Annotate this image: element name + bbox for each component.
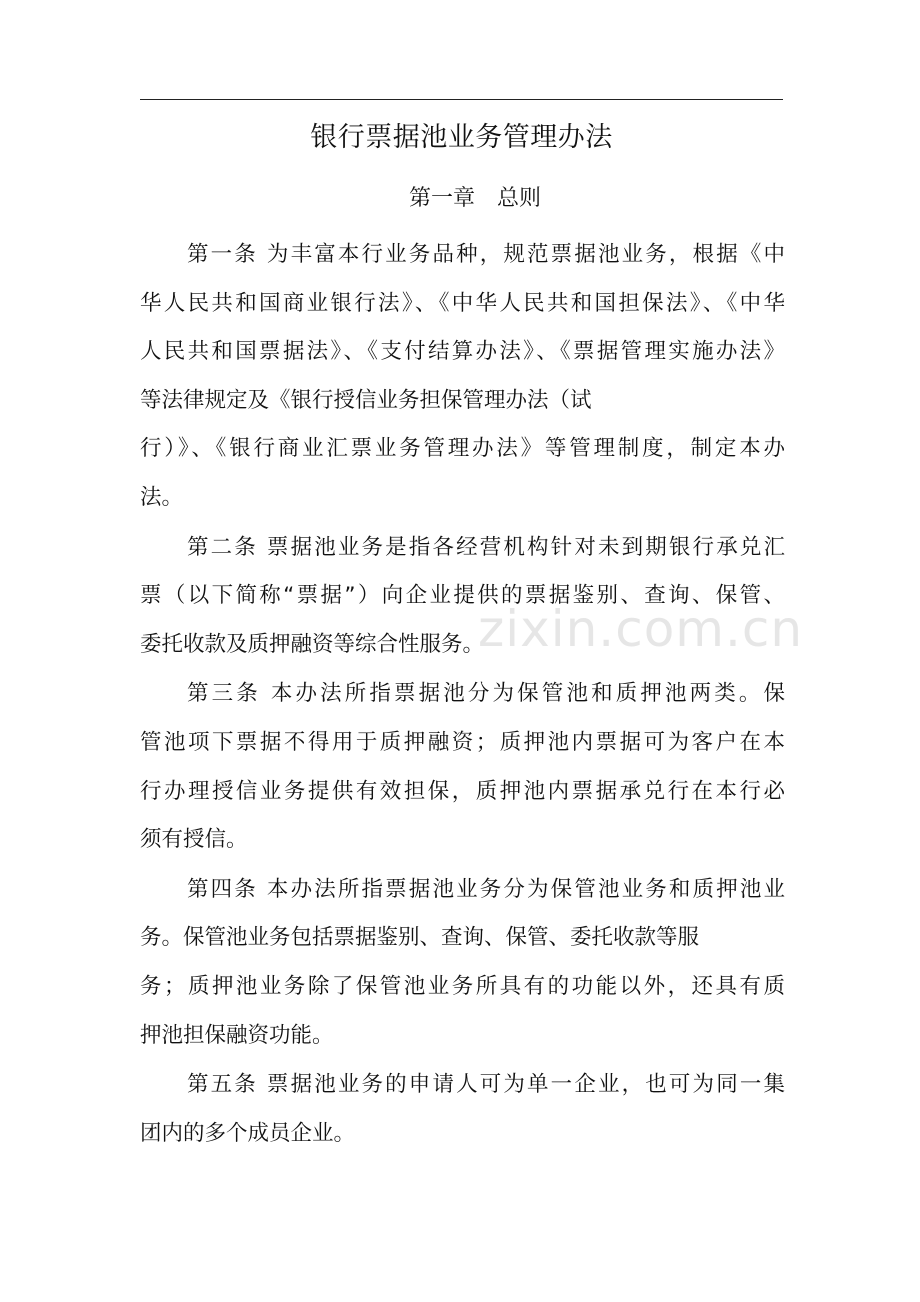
document-body xyxy=(140,231,785,1159)
document-title: 银行票据池业务管理办法 xyxy=(310,122,613,153)
paragraph-line: 等法律规定及《银行授信业务担保管理办法（试 xyxy=(140,387,592,413)
paragraph-line: 行）》、《银行商业汇票业务管理办法》等管理制度，制定本办 xyxy=(140,436,785,462)
paragraph-line: 第一条 为丰富本行业务品种，规范票据池业务，根据《中 xyxy=(187,242,785,267)
header-rule xyxy=(140,99,783,100)
paragraph-line: 行办理授信业务提供有效担保，质押池内票据承兑行在本行必 xyxy=(140,778,785,804)
watermark: zixin.com.cn xyxy=(478,600,804,658)
paragraph-line: 须有授信。 xyxy=(140,827,248,853)
paragraph-line: 押池担保融资功能。 xyxy=(140,1022,334,1048)
paragraph-line: 票（以下简称“票据”）向企业提供的票据鉴别、查询、保管、 xyxy=(140,583,785,609)
paragraph-line: 人民共和国票据法》、《支付结算办法》、《票据管理实施办法》 xyxy=(140,339,785,365)
article-4 xyxy=(140,866,785,1060)
paragraph-line: 第五条 票据池业务的申请人可为单一企业，也可为同一集 xyxy=(187,1072,785,1098)
paragraph-line: 务；质押池业务除了保管池业务所具有的功能以外，还具有质 xyxy=(140,973,785,999)
paragraph-line: 团内的多个成员企业。 xyxy=(140,1120,356,1146)
paragraph-line: 委托收款及质押融资等综合性服务。 xyxy=(140,631,485,657)
paragraph-line: 第三条 本办法所指票据池分为保管池和质押池两类。保 xyxy=(187,681,785,707)
chapter-heading: 第一章 总则 xyxy=(408,186,541,211)
article-1 xyxy=(140,231,785,523)
paragraph-line: 管池项下票据不得用于质押融资；质押池内票据可为客户在本 xyxy=(140,729,785,755)
paragraph-line: 法。 xyxy=(140,484,184,510)
paragraph-line: 第二条 票据池业务是指各经营机构针对未到期银行承兑汇 xyxy=(187,534,785,560)
article-5 xyxy=(140,1061,785,1158)
article-2 xyxy=(140,524,785,670)
paragraph-line: 第四条 本办法所指票据池业务分为保管池业务和质押池业 xyxy=(187,876,785,902)
paragraph-line: 务。保管池业务包括票据鉴别、查询、保管、委托收款等服 xyxy=(140,925,700,951)
paragraph-line: 华人民共和国商业银行法》、《中华人民共和国担保法》、《中华 xyxy=(140,290,785,316)
article-3 xyxy=(140,670,785,864)
